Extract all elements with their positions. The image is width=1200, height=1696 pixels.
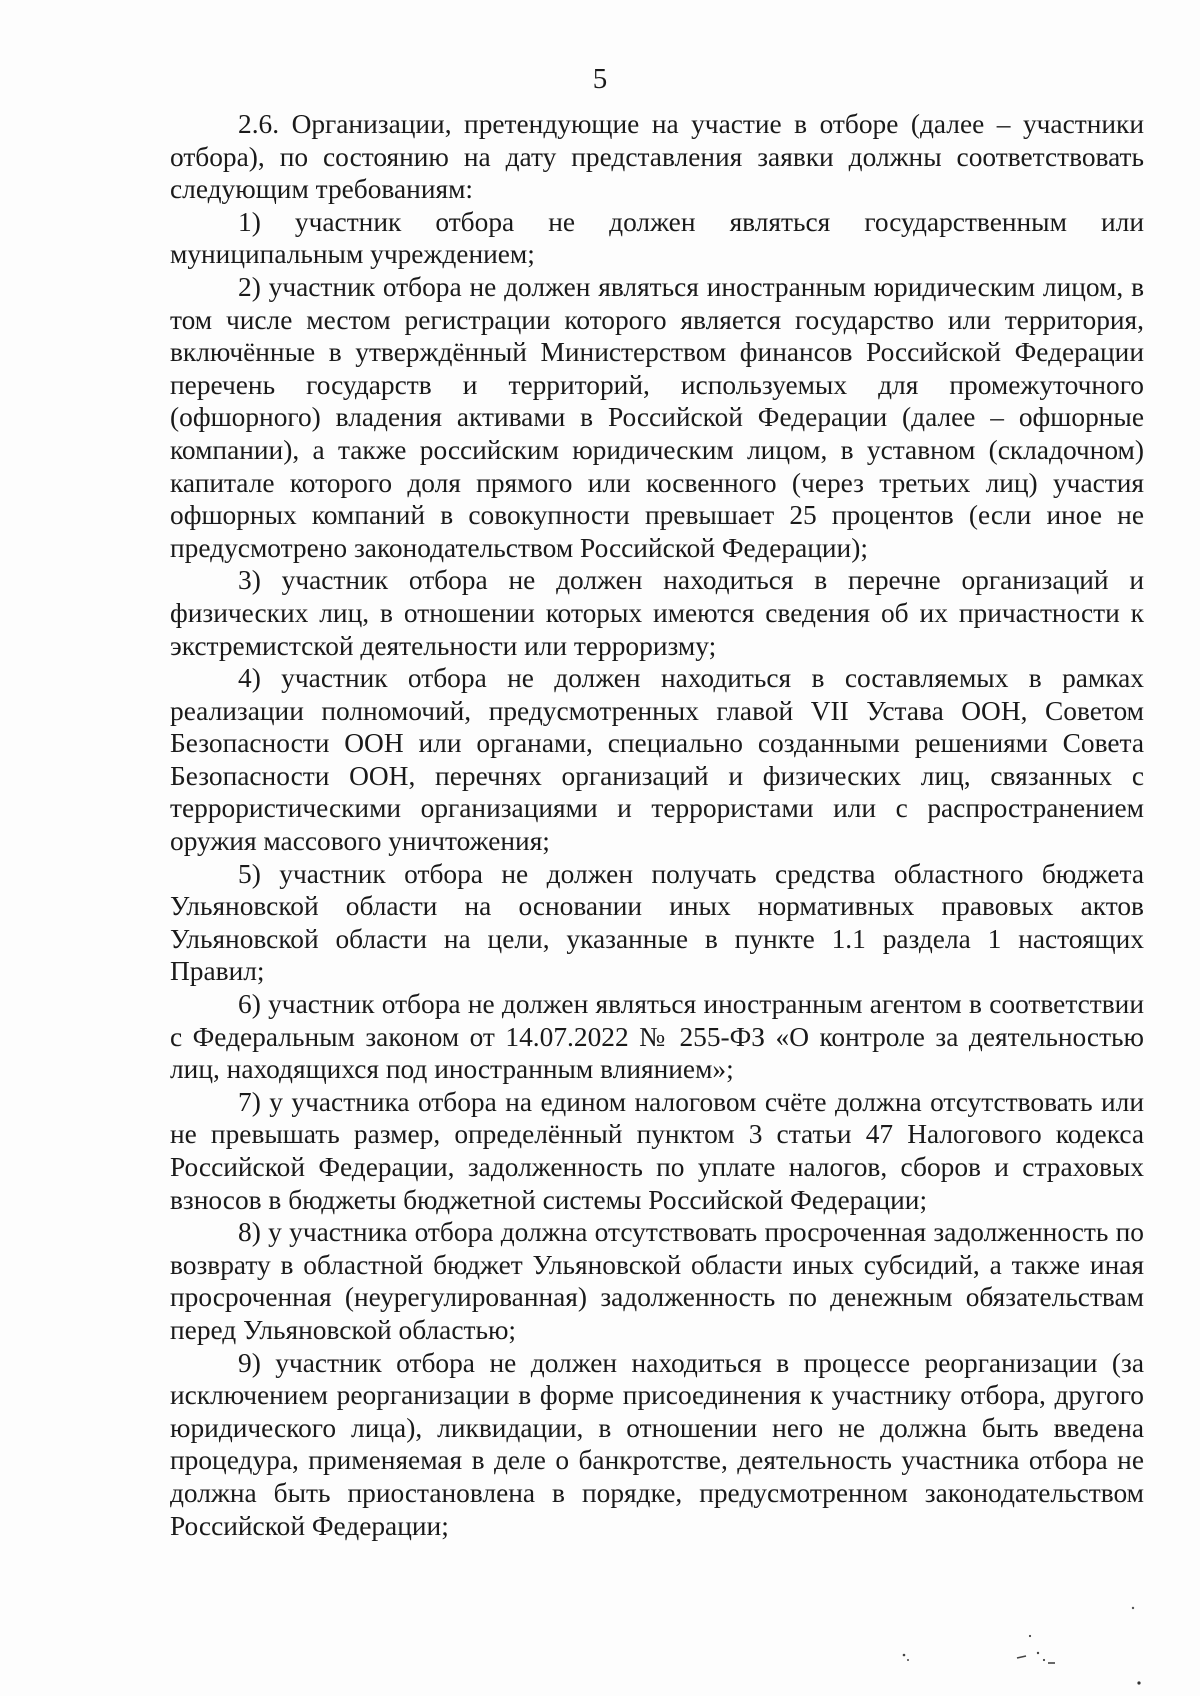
document-body (170, 108, 1144, 1542)
list-item-1: 1) участник отбора не должен являться государственным или муниципальным учреждением; (170, 206, 1144, 270)
list-item-5: 5) участник отбора не должен получать средства областного бюджета Ульяновской области на основании иных нормативных правовых актов Ульяновской области на цели, указанные в пункте 1.1 раздела 1 настоящих Правил; (170, 858, 1144, 987)
list-item-7: 7) у участника отбора на едином налоговом счёте должна отсутствовать или не превышать размер, определённый пунктом 3 статьи 47 Налогового кодекса Российской Федерации, задолженность по уплате налогов, сборов и страховых взносов в бюджеты бюджетной системы Российской Федерации; (170, 1086, 1144, 1215)
list-item-9: 9) участник отбора не должен находиться в процессе реорганизации (за исключением реорганизации в форме присоединения к участнику отбора, другого юридического лица), ликвидации, в отношении него не должна быть введена процедура, применяемая в деле о банкротстве, деятельность участника отбора не должна быть приостановлена в порядке, предусмотренном законодательством Российской Федерации; (170, 1347, 1144, 1541)
list-item-8: 8) у участника отбора должна отсутствовать просроченная задолженность по возврату в областной бюджет Ульяновской области иных субсидий, а также иная просроченная (неурегулированная) задолженность по денежным обязательствам перед Ульяновской областью; (170, 1217, 1144, 1345)
list-item-6: 6) участник отбора не должен являться иностранным агентом в соответствии с Федеральным законом от 14.07.2022 № 255-ФЗ «О контроле за деятельностью лиц, находящихся под иностранным влиянием»; (170, 989, 1144, 1085)
list-item-3: 3) участник отбора не должен находиться в перечне организаций и физических лиц, в отношении которых имеются сведения об их причастности к экстремистской деятельности или терроризму; (170, 565, 1144, 661)
list-item-4: 4) участник отбора не должен находиться в составляемых в рамках реализации полномочий, предусмотренных главой VII Устава ООН, Советом Безопасности ООН или органами, специально созданными решениями Совета Безопасности ООН, перечнях организаций и физических лиц, связанных с террористическими организациями и террористами или с распространением оружия массового уничтожения; (170, 663, 1144, 857)
list-item-2: 2) участник отбора не должен являться иностранным юридическим лицом, в том числе местом регистрации которого является государство или территория, включённые в утверждённый Министерством финансов Российской Федерации перечень государств и территорий, используемых для промежуточного (офшорного) владения активами в Российской Федерации (далее – офшорные компании), а также российским юридическим лицом, в уставном (складочном) капитале которого доля прямого или косвенного (через третьих лиц) участия офшорных компаний в совокупности превышает 25 процентов (если иное не предусмотрено законодательством Российской Федерации); (170, 271, 1144, 563)
paragraph-2-6: 2.6. Организации, претендующие на участие в отборе (далее – участники отбора), по состоянию на дату представления заявки должны соответствовать следующим требованиям: (170, 109, 1144, 205)
page-number: 5 (592, 63, 608, 95)
